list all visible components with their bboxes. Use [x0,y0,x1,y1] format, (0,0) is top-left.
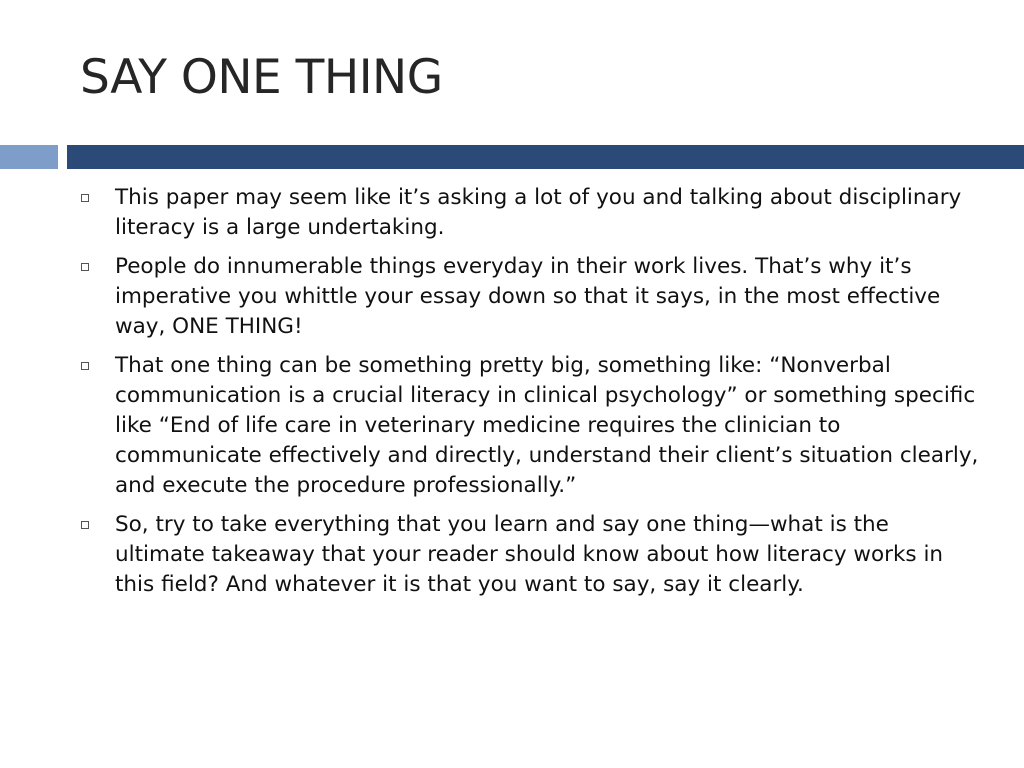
bullet-text: People do innumerable things everyday in their work lives. That’s why it’s imperative you whittle your essay down so that it says, in the most effective way, ONE THING! [115,254,941,339]
accent-bar-light [0,145,58,169]
bullet-text: That one thing can be something pretty big, something like: “Nonverbal communication is a crucial literacy in clinical psychology” or something specific like “End of life care in veterinary medicine requires the clinician to communicate effectively and directly, understand their client’s situation clearly, and execute the procedure professionally.” [115,353,979,498]
bullet-item [80,510,980,600]
bullet-item [80,183,980,243]
bullet-text: This paper may seem like it’s asking a lot of you and talking about disciplinary literacy is a large undertaking. [115,185,962,240]
square-bullet-icon [81,194,89,202]
square-bullet-icon [81,263,89,271]
bullet-text: So, try to take everything that you learn and say one thing—what is the ultimate takeaway that your reader should know about how literacy works in this field? And whatever it is that you want to say, say it clearly. [115,512,944,597]
slide-title: SAY ONE THING [80,50,443,105]
bullet-list [80,183,980,609]
bullet-item [80,351,980,501]
bullet-item [80,252,980,342]
square-bullet-icon [81,521,89,529]
accent-bar-dark [67,145,1024,169]
square-bullet-icon [81,362,89,370]
